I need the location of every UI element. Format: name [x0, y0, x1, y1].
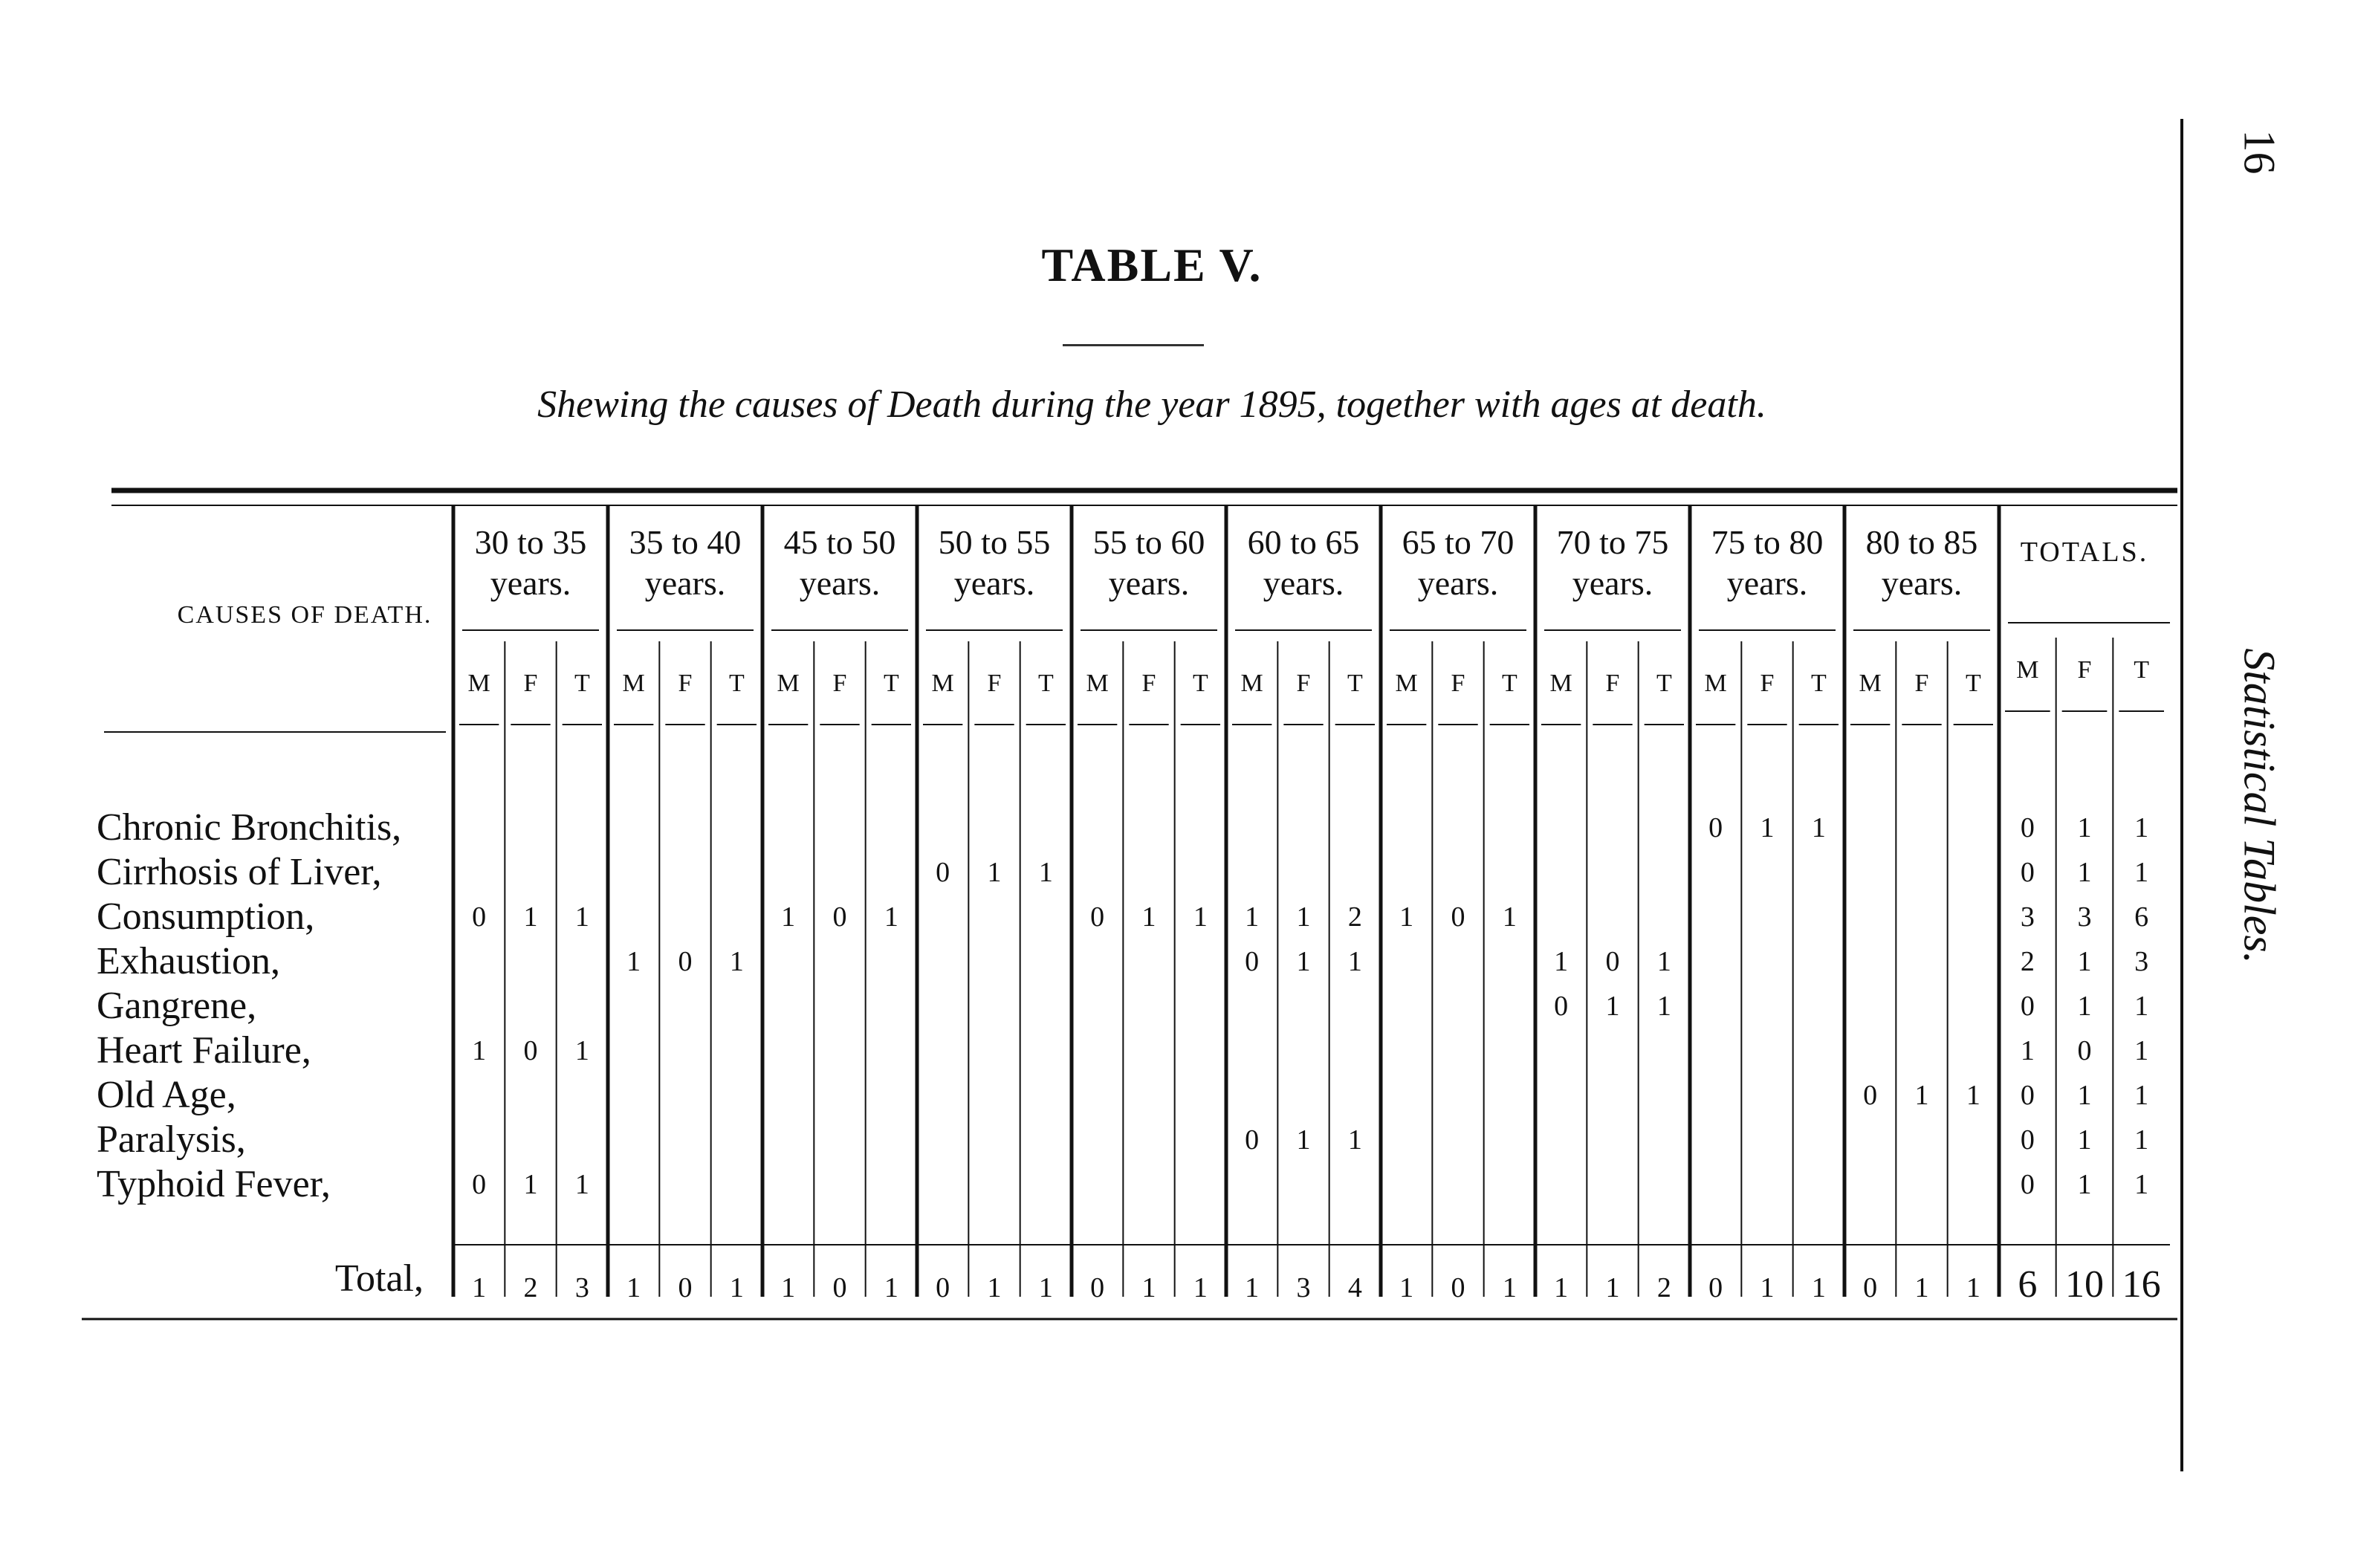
age-group-unit: years.: [1108, 564, 1190, 602]
sex-subheader-m: M: [777, 670, 800, 697]
age-group-range: 45 to 50: [783, 523, 896, 561]
total-row-value: 0: [678, 1272, 693, 1303]
totals-subheader-f: F: [2077, 656, 2092, 684]
sex-subheader-f: F: [1451, 670, 1465, 697]
sex-subheader-f: F: [832, 670, 847, 697]
table-cell-value: 1: [781, 901, 796, 933]
total-row-value: 1: [884, 1272, 898, 1303]
sex-subheader-t: T: [1037, 670, 1054, 697]
sex-subheader-m: M: [1704, 670, 1727, 697]
age-group-range: 65 to 70: [1402, 523, 1515, 561]
sex-subheader-t: T: [1347, 670, 1363, 697]
total-row-value: 0: [1451, 1272, 1465, 1303]
age-group-range: 55 to 60: [1092, 523, 1205, 561]
sex-subheader-f: F: [678, 670, 693, 697]
age-group-range: 75 to 80: [1711, 523, 1824, 561]
table-cell-value: 1: [1296, 1124, 1311, 1156]
total-row-value: 1: [1038, 1272, 1053, 1303]
row-total-value: 1: [2134, 1035, 2149, 1066]
table-cell-value: 0: [1554, 991, 1569, 1022]
row-total-value: 1: [2134, 857, 2149, 888]
table-cell-value: 1: [1141, 901, 1156, 933]
table-cell-value: 1: [1399, 901, 1414, 933]
cause-of-death-label: Heart Failure,: [97, 1029, 311, 1072]
table-cell-value: 1: [1296, 901, 1311, 933]
table-cell-value: 1: [884, 901, 898, 933]
age-group-range: 70 to 75: [1556, 523, 1669, 561]
total-row-value: 3: [1296, 1272, 1311, 1303]
table-cell-value: 2: [1347, 901, 1362, 933]
table-cell-value: 1: [1347, 1124, 1362, 1156]
total-row-value: 1: [1554, 1272, 1569, 1303]
age-group-unit: years.: [1726, 564, 1808, 602]
age-group-range: 35 to 40: [629, 523, 742, 561]
total-row-value: 1: [729, 1272, 744, 1303]
sex-subheader-t: T: [883, 670, 899, 697]
sex-subheader-f: F: [523, 670, 538, 697]
total-row-value: 1: [987, 1272, 1002, 1303]
age-group-unit: years.: [1572, 564, 1653, 602]
table-cell-value: 1: [472, 1035, 487, 1066]
row-total-value: 3: [2134, 946, 2149, 977]
sex-subheader-t: T: [1501, 670, 1517, 697]
sex-subheader-m: M: [931, 670, 954, 697]
table-cell-value: 1: [1914, 1080, 1929, 1111]
table-cell-value: 1: [1245, 901, 1260, 933]
table-cell-value: 1: [523, 1169, 538, 1200]
table-cell-value: 1: [1502, 901, 1517, 933]
running-side-title: Statistical Tables.: [2235, 648, 2284, 964]
total-row-value: 1: [1605, 1272, 1620, 1303]
sex-subheader-f: F: [1296, 670, 1311, 697]
sex-subheader-f: F: [1141, 670, 1156, 697]
table-cell-value: 0: [472, 901, 487, 933]
row-total-value: 0: [2020, 812, 2035, 843]
sex-subheader-m: M: [622, 670, 645, 697]
row-total-value: 2: [2020, 946, 2035, 977]
table-cell-value: 1: [729, 946, 744, 977]
table-cell-value: 0: [678, 946, 693, 977]
sex-subheader-m: M: [1395, 670, 1418, 697]
total-row-value: 1: [781, 1272, 796, 1303]
row-total-value: 3: [2020, 901, 2035, 933]
total-row-value: 3: [574, 1272, 589, 1303]
total-row-value: 4: [1347, 1272, 1362, 1303]
table-subtitle: Shewing the causes of Death during the year 1895, together with ages at death.: [537, 383, 1766, 426]
totals-subheader-t: T: [2134, 656, 2150, 684]
cause-of-death-label: Consumption,: [97, 895, 315, 938]
grand-total-value: 6: [2018, 1263, 2038, 1306]
row-total-value: 6: [2134, 901, 2149, 933]
table-cell-value: 1: [574, 1035, 589, 1066]
total-row-value: 1: [1914, 1272, 1929, 1303]
total-row-value: 1: [1141, 1272, 1156, 1303]
row-total-value: 1: [2134, 1080, 2149, 1111]
row-total-value: 1: [2134, 812, 2149, 843]
grand-total-value: 10: [2065, 1263, 2104, 1306]
row-total-value: 0: [2077, 1035, 2092, 1066]
row-total-value: 1: [2077, 1124, 2092, 1156]
totals-column-header: TOTALS.: [2020, 537, 2149, 568]
row-total-value: 1: [2020, 1035, 2035, 1066]
row-total-value: 1: [2134, 1124, 2149, 1156]
total-row-value: 0: [1090, 1272, 1105, 1303]
table-cell-value: 1: [1656, 991, 1671, 1022]
age-group-range: 50 to 55: [938, 523, 1051, 561]
total-row-value: 0: [1708, 1272, 1723, 1303]
grand-total-value: 16: [2122, 1263, 2161, 1306]
table-cell-value: 0: [832, 901, 847, 933]
total-row-value: 1: [1502, 1272, 1517, 1303]
total-row-value: 1: [626, 1272, 641, 1303]
table-cell-value: 0: [1090, 901, 1105, 933]
table-cell-value: 0: [523, 1035, 538, 1066]
sex-subheader-t: T: [1965, 670, 1981, 697]
table-cell-value: 1: [523, 901, 538, 933]
row-total-value: 1: [2077, 991, 2092, 1022]
sex-subheader-m: M: [1240, 670, 1263, 697]
total-row-value: 1: [1966, 1272, 1980, 1303]
sex-subheader-t: T: [1810, 670, 1827, 697]
age-group-unit: years.: [799, 564, 881, 602]
table-cell-value: 0: [936, 857, 950, 888]
total-row-value: 1: [472, 1272, 487, 1303]
table-cell-value: 0: [1863, 1080, 1878, 1111]
page-number: 16: [2235, 129, 2284, 175]
cause-of-death-label: Cirrhosis of Liver,: [97, 851, 382, 893]
table-cell-value: 1: [1811, 812, 1826, 843]
table-cell-value: 1: [1038, 857, 1053, 888]
total-row-value: 0: [1863, 1272, 1878, 1303]
row-total-value: 0: [2020, 1124, 2035, 1156]
table-cell-value: 1: [1656, 946, 1671, 977]
table-cell-value: 0: [1451, 901, 1465, 933]
row-total-value: 0: [2020, 1080, 2035, 1111]
causes-column-header: CAUSES OF DEATH.: [177, 601, 433, 629]
age-group-unit: years.: [644, 564, 726, 602]
sex-subheader-t: T: [1192, 670, 1208, 697]
sex-subheader-t: T: [1656, 670, 1672, 697]
sex-subheader-m: M: [1086, 670, 1109, 697]
age-group-unit: years.: [1417, 564, 1499, 602]
table-cell-value: 0: [1708, 812, 1723, 843]
cause-of-death-label: Chronic Bronchitis,: [97, 806, 402, 849]
age-group-range: 60 to 65: [1247, 523, 1360, 561]
row-total-value: 3: [2077, 901, 2092, 933]
total-row-value: 1: [1760, 1272, 1775, 1303]
sex-subheader-m: M: [467, 670, 490, 697]
row-total-value: 1: [2134, 991, 2149, 1022]
total-row-value: 1: [1245, 1272, 1260, 1303]
total-row-value: 2: [1656, 1272, 1671, 1303]
table-cell-value: 1: [574, 1169, 589, 1200]
sex-subheader-m: M: [1549, 670, 1572, 697]
table-cell-value: 1: [574, 901, 589, 933]
sex-subheader-f: F: [1760, 670, 1775, 697]
table-cell-value: 1: [1605, 991, 1620, 1022]
row-total-value: 1: [2077, 1080, 2092, 1111]
cause-of-death-label: Typhoid Fever,: [97, 1163, 331, 1205]
table-cell-value: 1: [1760, 812, 1775, 843]
total-row-value: 1: [1193, 1272, 1208, 1303]
age-group-unit: years.: [1881, 564, 1963, 602]
table-cell-value: 0: [1245, 1124, 1260, 1156]
table-cell-value: 1: [987, 857, 1002, 888]
table-cell-value: 1: [1554, 946, 1569, 977]
total-row-label: Total,: [334, 1257, 424, 1300]
sex-subheader-t: T: [728, 670, 745, 697]
age-group-unit: years.: [1263, 564, 1344, 602]
table-cell-value: 1: [1193, 901, 1208, 933]
age-group-unit: years.: [953, 564, 1035, 602]
table-cell-value: 1: [1966, 1080, 1980, 1111]
row-total-value: 1: [2077, 812, 2092, 843]
row-total-value: 0: [2020, 857, 2035, 888]
table-cell-value: 1: [1347, 946, 1362, 977]
sex-subheader-f: F: [1605, 670, 1620, 697]
sex-subheader-f: F: [1914, 670, 1929, 697]
row-total-value: 1: [2077, 946, 2092, 977]
cause-of-death-label: Old Age,: [97, 1074, 236, 1116]
total-row-value: 2: [523, 1272, 538, 1303]
table-cell-value: 0: [472, 1169, 487, 1200]
age-group-range: 80 to 85: [1865, 523, 1978, 561]
sex-subheader-t: T: [574, 670, 590, 697]
table-cell-value: 1: [626, 946, 641, 977]
table-cell-value: 0: [1245, 946, 1260, 977]
total-row-value: 0: [832, 1272, 847, 1303]
sex-subheader-f: F: [987, 670, 1002, 697]
row-total-value: 0: [2020, 1169, 2035, 1200]
cause-of-death-label: Paralysis,: [97, 1118, 246, 1161]
row-total-value: 1: [2077, 1169, 2092, 1200]
cause-of-death-label: Exhaustion,: [97, 940, 280, 982]
total-row-value: 1: [1811, 1272, 1826, 1303]
age-group-range: 30 to 35: [474, 523, 587, 561]
age-group-unit: years.: [490, 564, 571, 602]
total-row-value: 1: [1399, 1272, 1414, 1303]
table-cell-value: 1: [1296, 946, 1311, 977]
total-row-value: 0: [936, 1272, 950, 1303]
sex-subheader-m: M: [1859, 670, 1882, 697]
cause-of-death-label: Gangrene,: [97, 985, 257, 1027]
row-total-value: 0: [2020, 991, 2035, 1022]
totals-subheader-m: M: [2016, 656, 2039, 684]
table-cell-value: 0: [1605, 946, 1620, 977]
row-total-value: 1: [2077, 857, 2092, 888]
table-title: TABLE V.: [1041, 239, 1263, 291]
row-total-value: 1: [2134, 1169, 2149, 1200]
